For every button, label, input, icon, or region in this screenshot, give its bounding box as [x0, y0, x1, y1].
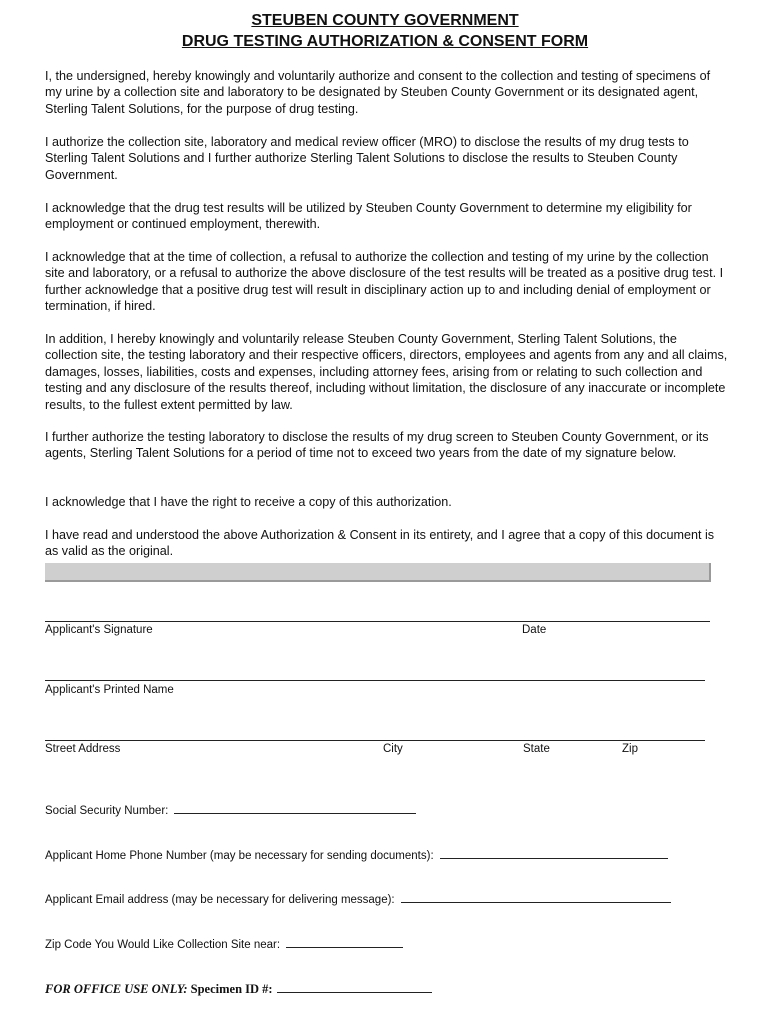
- ssn-label: Social Security Number:: [45, 805, 169, 817]
- collection-zip-input[interactable]: [286, 936, 403, 948]
- ssn-row: [45, 802, 416, 818]
- paragraph-disclosure: I authorize the collection site, laboratory and medical review officer (MRO) to disclose the results of my drug tests to Sterling Talent Solutions and I further authorize Sterling Talent Solutions to disclose the results to Steuben County Government.: [45, 135, 689, 182]
- printed-name-line[interactable]: [45, 680, 705, 681]
- email-label: Applicant Email address (may be necessary for delivering message):: [45, 894, 395, 906]
- printed-name-label: Applicant's Printed Name: [45, 684, 174, 696]
- applicant-signature-label: Applicant's Signature: [45, 624, 153, 636]
- email-row: [45, 891, 671, 907]
- paragraph-eligibility: I acknowledge that the drug test results will be utilized by Steuben County Government to determine my eligibility for employment or continued employment, therewith.: [45, 201, 692, 232]
- date-label: Date: [522, 624, 547, 636]
- zip-label: Zip: [622, 743, 638, 755]
- signature-line[interactable]: [45, 621, 710, 622]
- form-title-county: STEUBEN COUNTY GOVERNMENT: [251, 12, 519, 29]
- separator-bar: [45, 563, 711, 582]
- form-title-authorization: DRUG TESTING AUTHORIZATION & CONSENT FORM: [181, 33, 589, 50]
- city-label: City: [383, 743, 403, 755]
- paragraph-refusal: I acknowledge that at the time of collection, a refusal to authorize the collection and testing of my urine by the collection site and laboratory, or a refusal to authorize the above disclosure of the test results will be treated as a positive drug test. I further acknowledge that a positive drug test will result in disciplinary action up to and including denial of employment or termination, if hired.: [45, 250, 724, 314]
- paragraph-release: In addition, I hereby knowingly and voluntarily release Steuben County Government, Sterling Talent Solutions, the collection site, the testing laboratory and their respective officers, directors, employees and agents from any and all claims, damages, losses, liabilities, costs and expenses, including attorney fees, arising from or relating to such collection and testing and any disclosure of the results thereof, including without limitation, the disclosure of any inaccurate or incomplete results, to the fullest extent permitted by law.: [45, 332, 728, 412]
- home-phone-row: [45, 847, 668, 863]
- paragraph-lab-disclosure: I further authorize the testing laboratory to disclose the results of my drug screen to Steuben County Government, or its agents, Sterling Talent Solutions for a period of time not to exceed two years from the date of my signature below.: [45, 430, 709, 461]
- office-use-row: [45, 981, 432, 997]
- paragraph-consent: I, the undersigned, hereby knowingly and voluntarily authorize and consent to the collection and testing of specimens of my urine by a collection site and laboratory to be designated by Steuben County Government or its designated agent, Sterling Talent Solutions, for the purpose of drug testing.: [45, 69, 711, 116]
- email-input[interactable]: [401, 891, 671, 903]
- home-phone-input[interactable]: [440, 847, 668, 859]
- paragraph-agreement: I have read and understood the above Authorization & Consent in its entirety, and I agree that a copy of this document is as valid as the original.: [45, 528, 715, 559]
- address-line[interactable]: [45, 740, 705, 741]
- specimen-id-input[interactable]: [277, 981, 432, 993]
- state-label: State: [523, 743, 550, 755]
- specimen-id-label: Specimen ID #:: [190, 982, 273, 996]
- office-use-label: FOR OFFICE USE ONLY:: [45, 982, 188, 996]
- street-address-label: Street Address: [45, 743, 121, 755]
- ssn-input[interactable]: [174, 802, 416, 814]
- paragraph-copy-right: I acknowledge that I have the right to receive a copy of this authorization.: [45, 495, 452, 509]
- collection-zip-row: [45, 936, 403, 952]
- home-phone-label: Applicant Home Phone Number (may be necessary for sending documents):: [45, 850, 434, 862]
- collection-zip-label: Zip Code You Would Like Collection Site near:: [45, 939, 281, 951]
